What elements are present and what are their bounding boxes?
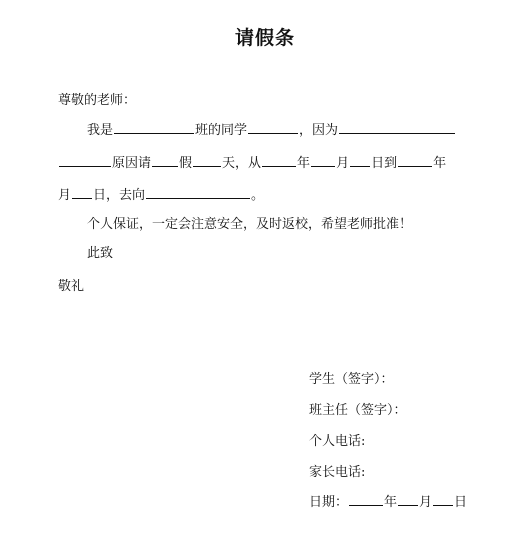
body-text: 班的同学 [195,123,248,138]
student-signature-label: 学生（签字）： [309,372,394,387]
end-year-blank[interactable] [398,165,432,167]
body-text: 月 [58,188,72,203]
body-line-1 [0,121,530,141]
reason-blank[interactable] [339,132,455,134]
body-text: 月 [336,156,350,171]
date-month-blank[interactable] [398,504,418,506]
body-text: 日，去向 [93,188,146,203]
date-year-blank[interactable] [349,504,383,506]
salutation: 尊敬的老师： [58,93,137,108]
destination-blank[interactable] [146,197,250,199]
date-label: 日期： [309,495,349,510]
head-teacher-signature-label: 班主任（签字）： [309,403,407,418]
date-year-unit: 年 [384,495,398,510]
body-line-3 [0,186,530,206]
reason-continued-blank[interactable] [59,165,111,167]
body-text: 。 [251,188,265,203]
days-blank[interactable] [193,165,221,167]
classmate-name-blank[interactable] [248,132,298,134]
end-month-blank[interactable] [72,197,92,199]
date-month-unit: 月 [419,495,433,510]
body-text: 原因请 [112,156,152,171]
class-blank[interactable] [114,132,194,134]
start-year-blank[interactable] [262,165,296,167]
start-month-blank[interactable] [311,165,335,167]
document-title: 请假条 [234,27,295,49]
pledge-text: 个人保证，一定会注意安全，及时返校，希望老师批准！ [87,217,413,232]
closing-jing-li: 敬礼 [58,279,85,294]
closing-ci-zhi: 此致 [87,246,114,261]
body-text: ，因为 [299,123,339,138]
date-day-unit: 日 [454,495,468,510]
body-text: 我是 [87,123,114,138]
leave-type-blank[interactable] [152,165,178,167]
parent-phone-label: 家长电话: [309,465,366,480]
body-line-2 [0,154,530,174]
body-text: 年 [297,156,311,171]
personal-phone-label: 个人电话: [309,434,366,449]
body-text: 日到 [371,156,398,171]
body-text: 年 [433,156,447,171]
date-line [309,493,467,513]
start-day-blank[interactable] [350,165,370,167]
date-day-blank[interactable] [433,504,453,506]
body-text: 天，从 [222,156,262,171]
body-text: 假 [179,156,193,171]
